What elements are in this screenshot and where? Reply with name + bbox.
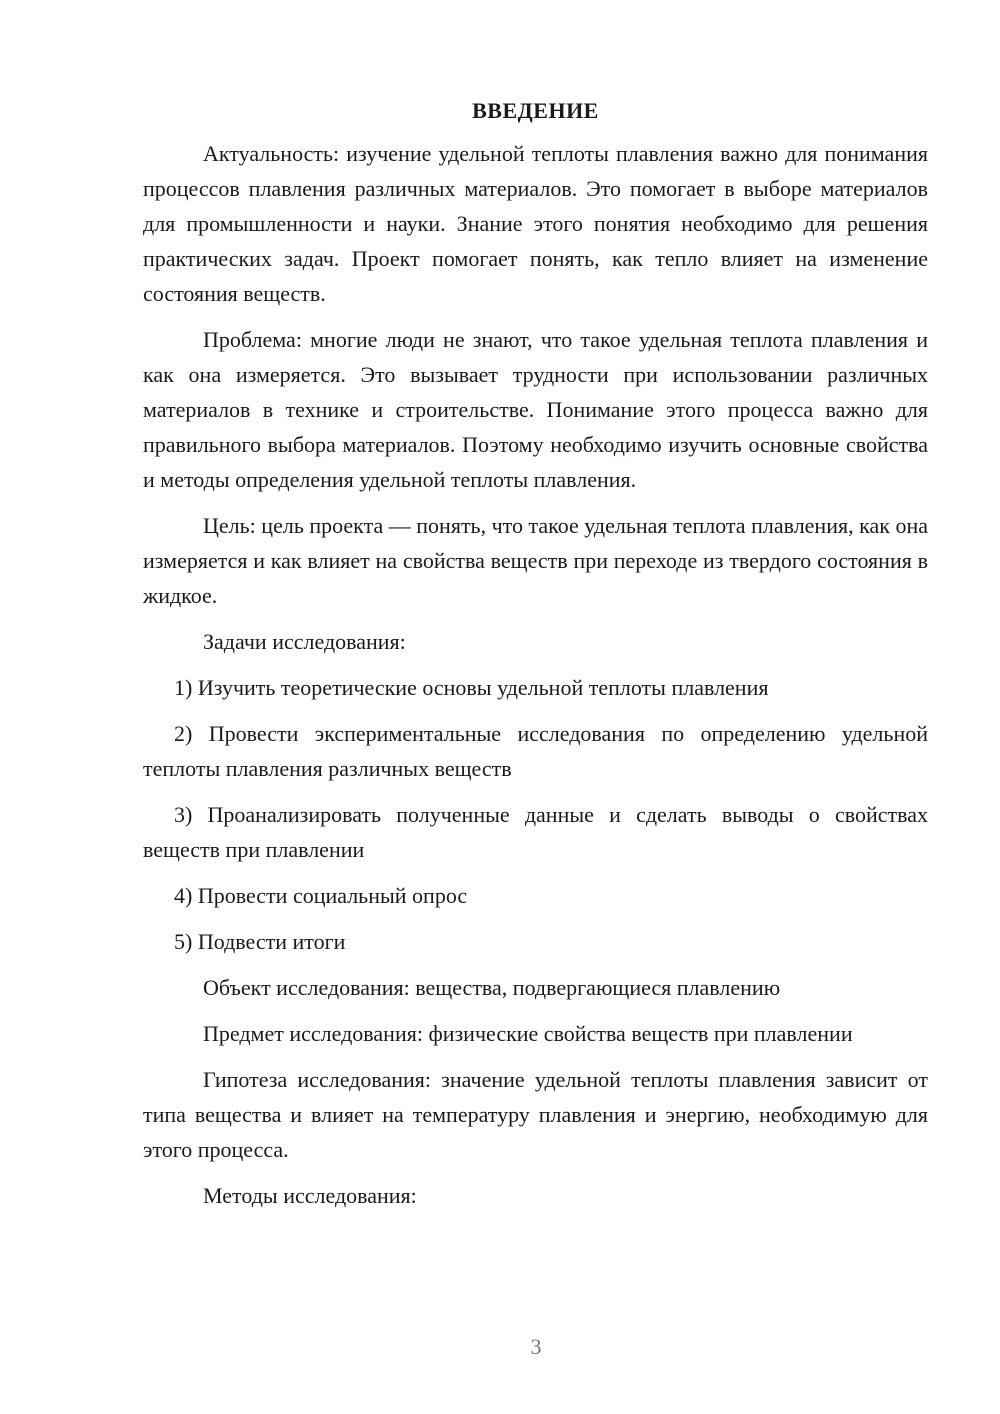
- task-item-4: 4) Провести социальный опрос: [174, 883, 468, 908]
- document-page: [143, 96, 928, 1224]
- relevance-paragraph: Актуальность: изучение удельной теплоты плавления важно для понимания процессов плавления различных материалов. Это помогает в выборе материалов для промышленности и науки. Знание этого понятия необходимо для решения практических задач. Проект помогает понять, как тепло влияет на изменение состояния веществ.: [143, 141, 928, 306]
- task-item-1: 1) Изучить теоретические основы удельной теплоты плавления: [174, 675, 769, 700]
- subject-paragraph: Предмет исследования: физические свойства веществ при плавлении: [203, 1021, 853, 1046]
- methods-heading: Методы исследования:: [203, 1183, 417, 1208]
- object-paragraph: Объект исследования: вещества, подвергающиеся плавлению: [203, 975, 781, 1000]
- hypothesis-paragraph: Гипотеза исследования: значение удельной теплоты плавления зависит от типа вещества и влияет на температуру плавления и энергию, необходимую для этого процесса.: [143, 1067, 928, 1162]
- problem-paragraph: Проблема: многие люди не знают, что такое удельная теплота плавления и как она измеряется. Это вызывает трудности при использовании различных материалов в технике и строительстве. Понимание этого процесса важно для правильного выбора материалов. Поэтому необходимо изучить основные свойства и методы определения удельной теплоты плавления.: [143, 327, 928, 492]
- task-item-5: 5) Подвести итоги: [174, 929, 346, 954]
- goal-paragraph: Цель: цель проекта — понять, что такое удельная теплота плавления, как она измеряется и как влияет на свойства веществ при переходе из твердого состояния в жидкое.: [143, 513, 928, 608]
- page-number: 3: [530, 1334, 542, 1359]
- page-title: ВВЕДЕНИЕ: [472, 98, 599, 123]
- tasks-heading: Задачи исследования:: [203, 629, 406, 654]
- task-item-2: 2) Провести экспериментальные исследования по определению удельной теплоты плавления различных веществ: [143, 721, 928, 781]
- task-item-3: 3) Проанализировать полученные данные и сделать выводы о свойствах веществ при плавлении: [143, 802, 928, 862]
